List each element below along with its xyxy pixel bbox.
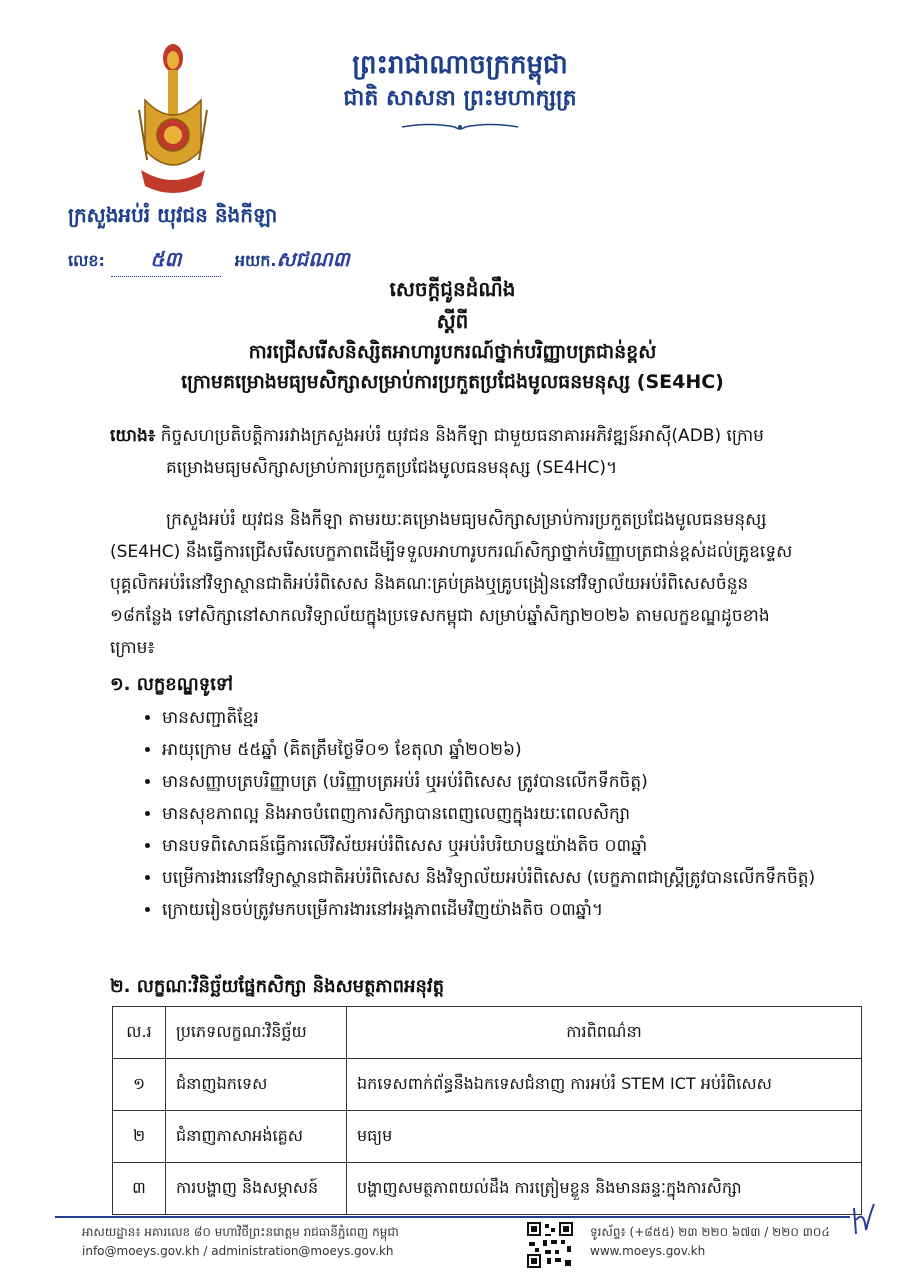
notice-subject-line2: ក្រោមគម្រោងមធ្យមសិក្សាសម្រាប់ការប្រកួតប្រជែងមូលធនមនុស្ស (SE4HC)	[181, 371, 724, 393]
footer-divider	[55, 1216, 850, 1218]
cell-no: ៣	[113, 1163, 166, 1215]
footer-emails[interactable]: info@moeys.gov.kh / administration@moeys.gov.kh	[82, 1244, 394, 1258]
body-line-4: ១៨កន្លែង ទៅសិក្សានៅសាកលវិទ្យាល័យក្នុងប្រទេសកម្ពុជា សម្រាប់ឆ្នាំសិក្សា២០២៦ តាមលក្ខខណ្ឌដូចខាង	[110, 606, 770, 626]
section-2-heading: ២. លក្ខណៈវិនិច្ឆ័យផ្នែកសិក្សា និងសមត្ថភាពអនុវត្ត	[110, 976, 445, 997]
body-line-3: បុគ្គលិកអប់រំនៅវិទ្យាស្ថានជាតិអប់រំពិសេស និងគណៈគ្រប់គ្រងឬគ្រូបង្រៀននៅវិទ្យាល័យអប់រំពិសេសចំនួន	[110, 574, 749, 594]
notice-about: ស្ដីពី	[436, 309, 469, 333]
table-row	[113, 1059, 862, 1111]
general-conditions-list	[140, 702, 862, 926]
ref-label: លេខ:	[68, 251, 105, 270]
ministry-name: ក្រសួងអប់រំ យុវជន និងកីឡា	[68, 203, 278, 227]
kingdom-title: ព្រះរាជាណាចក្រកម្ពុជា	[352, 50, 568, 80]
ornament-divider	[400, 120, 520, 134]
footer-address: អាសយដ្ឋាន៖ អគារលេខ ៨០ មហាវិថីព្រះនរោត្តម រាជធានីភ្នំពេញ កម្ពុជា	[82, 1225, 399, 1239]
list-item: • មានសុខភាពល្អ និងអាចបំពេញការសិក្សាបានពេញលេញក្នុងរយៈពេលសិក្សា	[162, 798, 862, 830]
cell-description: ឯកទេសពាក់ព័ន្ធនឹងឯកទេសជំនាញ ការអប់រំ STEM ICT អប់រំពិសេស	[347, 1059, 862, 1111]
ref-suffix: អយក.	[234, 251, 277, 270]
ref-number: ៥៣	[150, 247, 182, 271]
national-motto: ជាតិ សាសនា ព្រះមហាក្សត្រ	[343, 85, 577, 111]
table-header-row	[113, 1007, 862, 1059]
cell-no: ២	[113, 1111, 166, 1163]
body-line-5: ក្រោម៖	[110, 638, 155, 658]
notice-subject-line1: ការជ្រើសរើសនិស្សិតអាហារូបករណ៍ថ្នាក់បរិញ្ញាបត្រជាន់ខ្ពស់	[248, 341, 657, 363]
list-item: • មានសញ្ញាបត្របរិញ្ញាបត្រ (បរិញ្ញាបត្រអប់រំ ឬអប់រំពិសេស ត្រូវបានលើកទឹកចិត្ត)	[162, 766, 862, 798]
body-line-1: ក្រសួងអប់រំ យុវជន និងកីឡា តាមរយៈគម្រោងមធ្យមសិក្សាសម្រាប់ការប្រកួតប្រជែងមូលធនមនុស្ស	[166, 510, 767, 530]
list-item: • ក្រោយរៀនចប់ត្រូវមកបម្រើការងារនៅអង្គភាពដើមវិញយ៉ាងតិច ០៣ឆ្នាំ។	[162, 894, 862, 926]
qr-code-icon	[527, 1222, 573, 1268]
notice-title: សេចក្ដីជូនដំណឹង	[389, 277, 516, 301]
ref-code: សជណ៣	[276, 247, 350, 271]
criteria-table	[112, 1006, 862, 1215]
ministry-emblem-icon	[135, 40, 211, 200]
cell-description: បង្ហាញសមត្ថភាពយល់ដឹង ការត្រៀមខ្លួន និងមានឆន្ទៈក្នុងការសិក្សា	[347, 1163, 862, 1215]
footer-phone: ទូរស័ព្ទ៖ (+៨៥៥) ២៣ ២២០ ៦៧៣ / ២២០ ៣០៤	[590, 1225, 830, 1239]
cell-no: ១	[113, 1059, 166, 1111]
section-1-heading: ១. លក្ខខណ្ឌទូទៅ	[110, 674, 233, 695]
body-line-2: (SE4HC) នឹងធ្វើការជ្រើសរើសបេក្ខភាពដើម្បីទទួលអាហារូបករណ៍សិក្សាថ្នាក់បរិញ្ញាបត្រជាន់ខ្ពស់ដល់គ្រូឧទ្ទេស	[110, 542, 793, 562]
reference-text-2: គម្រោងមធ្យមសិក្សាសម្រាប់ការប្រកួតប្រជែងមូលធនមនុស្ស (SE4HC)។	[166, 458, 618, 478]
footer-website[interactable]: www.moeys.gov.kh	[590, 1244, 706, 1258]
column-header-type: ប្រភេទលក្ខណៈវិនិច្ឆ័យ	[166, 1007, 347, 1059]
signature-initial-icon	[848, 1200, 878, 1240]
reference-label: យោង៖	[110, 426, 156, 446]
reference-paragraph	[110, 420, 860, 452]
table-row	[113, 1163, 862, 1215]
list-item: • មានបទពិសោធន៍ធ្វើការលើវិស័យអប់រំពិសេស ឬអប់រំបរិយាបន្នយ៉ាងតិច ០៣ឆ្នាំ	[162, 830, 862, 862]
reference-number	[68, 246, 350, 277]
cell-type: ជំនាញឯកទេស	[166, 1059, 347, 1111]
cell-description: មធ្យម	[347, 1111, 862, 1163]
column-header-description: ការពិពណ៌នា	[347, 1007, 862, 1059]
cell-type: ជំនាញភាសាអង់គ្លេស	[166, 1111, 347, 1163]
column-header-no: ល.រ	[113, 1007, 166, 1059]
list-item: • មានសញ្ជាតិខ្មែរ	[162, 702, 862, 734]
table-row	[113, 1111, 862, 1163]
list-item: • អាយុក្រោម ៥៥ឆ្នាំ (គិតត្រឹមថ្ងៃទី០១ ខែតុលា ឆ្នាំ២០២៦)	[162, 734, 862, 766]
list-item: • បម្រើការងារនៅវិទ្យាស្ថានជាតិអប់រំពិសេស និងវិទ្យាល័យអប់រំពិសេស (បេក្ខភាពជាស្ត្រីត្រូវបានលើកទឹកចិត្ត)	[162, 862, 862, 894]
cell-type: ការបង្ហាញ និងសម្ភាសន៍	[166, 1163, 347, 1215]
reference-text: កិច្ចសហប្រតិបត្តិការរវាងក្រសួងអប់រំ យុវជន និងកីឡា ជាមួយធនាគារអភិវឌ្ឍន៍អាស៊ី(ADB) ក្រោម	[160, 426, 764, 446]
